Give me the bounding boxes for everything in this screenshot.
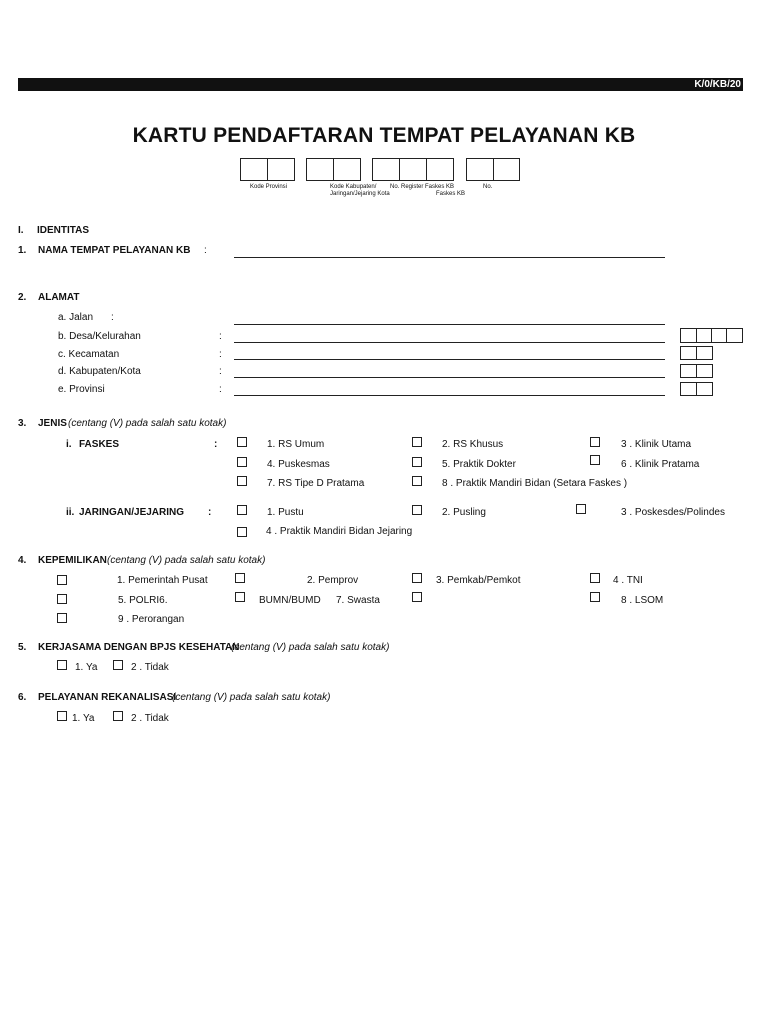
hint-rekanalisasi: (centang (V) pada salah satu kotak) bbox=[172, 692, 331, 703]
nama-input-line[interactable] bbox=[234, 257, 665, 258]
option-rekanalisasi-tidak: 2 . Tidak bbox=[131, 713, 169, 724]
desa-input-line[interactable] bbox=[234, 342, 665, 343]
option-swasta: 7. Swasta bbox=[336, 595, 380, 606]
option-pusling: 2. Pusling bbox=[442, 507, 486, 518]
colon: : bbox=[204, 245, 207, 256]
option-praktik-dokter: 5. Praktik Dokter bbox=[442, 459, 516, 470]
kecamatan-input-line[interactable] bbox=[234, 359, 665, 360]
label-bpjs: KERJASAMA DENGAN BPJS KESEHATAN bbox=[38, 642, 240, 653]
checkbox-rekanalisasi-ya[interactable] bbox=[57, 711, 67, 721]
colon: : bbox=[219, 384, 222, 395]
option-puskesmas: 4. Puskesmas bbox=[267, 459, 330, 470]
checkbox-pmb-jejaring[interactable] bbox=[237, 527, 247, 537]
checkbox-bumn[interactable] bbox=[235, 592, 245, 602]
option-pmb-jejaring: 4 . Praktik Mandiri Bidan Jejaring bbox=[266, 526, 413, 537]
option-klinik-utama: 3 . Klinik Utama bbox=[621, 439, 692, 450]
hint-kepemilikan: (centang (V) pada salah satu kotak) bbox=[107, 555, 266, 566]
checkbox-rs-khusus[interactable] bbox=[412, 437, 422, 447]
colon: : bbox=[219, 331, 222, 342]
checkbox-poskesdes[interactable] bbox=[576, 504, 586, 514]
checkbox-tni[interactable] bbox=[590, 573, 600, 583]
colon: : bbox=[111, 312, 114, 323]
sub-number: ii. bbox=[66, 507, 75, 518]
option-rs-umum: 1. RS Umum bbox=[267, 439, 325, 450]
item-number: 1. bbox=[18, 245, 27, 256]
option-bpjs-ya: 1. Ya bbox=[75, 662, 98, 673]
option-rekanalisasi-ya: 1. Ya bbox=[72, 713, 95, 724]
checkbox-pemprov[interactable] bbox=[235, 573, 245, 583]
label-jaringan-kota: Jaringan/Jejaring Kota bbox=[330, 191, 390, 197]
checkbox-klinik-utama[interactable] bbox=[590, 437, 600, 447]
kabupaten-input-line[interactable] bbox=[234, 377, 665, 378]
label-no-register: No. Register Faskes KB bbox=[390, 184, 455, 190]
label-nama-tempat: NAMA TEMPAT PELAYANAN KB bbox=[38, 245, 191, 256]
hint-bpjs: (centang (V) pada salah satu kotak) bbox=[231, 642, 390, 653]
option-bpjs-tidak: 2 . Tidak bbox=[131, 662, 169, 673]
label-jenis: JENIS bbox=[38, 418, 67, 429]
checkbox-puskesmas[interactable] bbox=[237, 457, 247, 467]
jalan-input-line[interactable] bbox=[234, 324, 665, 325]
item-number: 2. bbox=[18, 292, 27, 303]
option-pemkab: 3. Pemkab/Pemkot bbox=[436, 575, 521, 586]
provinsi-code-boxes[interactable] bbox=[680, 382, 713, 396]
checkbox-pustu[interactable] bbox=[237, 505, 247, 515]
hint-jenis: (centang (V) pada salah satu kotak) bbox=[68, 418, 227, 429]
option-rs-khusus: 2. RS Khusus bbox=[442, 439, 504, 450]
label-rekanalisasi: PELAYANAN REKANALISASI bbox=[38, 692, 177, 703]
checkbox-perorangan[interactable] bbox=[57, 613, 67, 623]
desa-code-boxes[interactable] bbox=[680, 328, 743, 343]
section-number: I. bbox=[18, 225, 24, 236]
item-number: 5. bbox=[18, 642, 27, 653]
option-pustu: 1. Pustu bbox=[267, 507, 304, 518]
option-pemprov: 2. Pemprov bbox=[307, 575, 359, 586]
label-jalan: a. Jalan bbox=[58, 312, 94, 323]
label-kecamatan: c. Kecamatan bbox=[58, 349, 120, 360]
checkbox-klinik-pratama[interactable] bbox=[590, 455, 600, 465]
colon: : bbox=[219, 349, 222, 360]
no-boxes[interactable] bbox=[466, 158, 520, 181]
label-desa: b. Desa/Kelurahan bbox=[58, 331, 141, 342]
checkbox-rekanalisasi-tidak[interactable] bbox=[113, 711, 123, 721]
colon: : bbox=[214, 439, 218, 450]
checkbox-swasta[interactable] bbox=[412, 592, 422, 602]
checkbox-bpjs-ya[interactable] bbox=[57, 660, 67, 670]
kode-kabupaten-boxes[interactable] bbox=[306, 158, 361, 181]
header-bar bbox=[18, 78, 743, 91]
sub-number: i. bbox=[66, 439, 72, 450]
register-boxes[interactable] bbox=[372, 158, 454, 181]
option-praktik-mandiri-bidan: 8 . Praktik Mandiri Bidan (Setara Faskes ) bbox=[442, 478, 628, 489]
option-klinik-pratama: 6 . Klinik Pratama bbox=[621, 459, 700, 470]
kode-provinsi-boxes[interactable] bbox=[240, 158, 295, 181]
checkbox-pemerintah-pusat[interactable] bbox=[57, 575, 67, 585]
checkbox-rs-tipe-d[interactable] bbox=[237, 476, 247, 486]
label-alamat: ALAMAT bbox=[38, 292, 80, 303]
checkbox-lsom[interactable] bbox=[590, 592, 600, 602]
option-rs-tipe-d: 7. RS Tipe D Pratama bbox=[267, 478, 365, 489]
checkbox-polri[interactable] bbox=[57, 594, 67, 604]
label-faskes: FASKES bbox=[79, 439, 120, 450]
checkbox-pusling[interactable] bbox=[412, 505, 422, 515]
page-title: KARTU PENDAFTARAN TEMPAT PELAYANAN KB bbox=[132, 124, 636, 147]
option-lsom: 8 . LSOM bbox=[621, 595, 664, 606]
kecamatan-code-boxes[interactable] bbox=[680, 346, 713, 360]
colon: : bbox=[208, 507, 212, 518]
label-jaringan: JARINGAN/JEJARING bbox=[79, 507, 185, 518]
item-number: 3. bbox=[18, 418, 27, 429]
kabupaten-code-boxes[interactable] bbox=[680, 364, 713, 378]
label-kode-provinsi: Kode Provinsi bbox=[250, 184, 288, 190]
checkbox-praktik-mandiri-bidan[interactable] bbox=[412, 476, 422, 486]
label-kepemilikan: KEPEMILIKAN bbox=[38, 555, 107, 566]
checkbox-rs-umum[interactable] bbox=[237, 437, 247, 447]
item-number: 6. bbox=[18, 692, 27, 703]
label-no: No. bbox=[483, 184, 493, 190]
option-bumn: BUMN/BUMD bbox=[259, 595, 321, 606]
provinsi-input-line[interactable] bbox=[234, 395, 665, 396]
checkbox-pemkab[interactable] bbox=[412, 573, 422, 583]
form-code: K/0/KB/20 bbox=[694, 79, 741, 90]
option-polri: 5. POLRI6. bbox=[118, 595, 168, 606]
label-faskes-kb: Faskes KB bbox=[436, 191, 466, 197]
option-tni: 4 . TNI bbox=[613, 575, 643, 586]
label-kode-kabupaten: Kode Kabupaten/ bbox=[330, 184, 377, 190]
checkbox-bpjs-tidak[interactable] bbox=[113, 660, 123, 670]
label-provinsi: e. Provinsi bbox=[58, 384, 105, 395]
option-perorangan: 9 . Perorangan bbox=[118, 614, 185, 625]
option-poskesdes: 3 . Poskesdes/Polindes bbox=[621, 507, 725, 518]
colon: : bbox=[219, 366, 222, 377]
item-number: 4. bbox=[18, 555, 27, 566]
option-pemerintah-pusat: 1. Pemerintah Pusat bbox=[117, 575, 208, 586]
checkbox-praktik-dokter[interactable] bbox=[412, 457, 422, 467]
section-identitas: IDENTITAS bbox=[37, 225, 90, 236]
label-kabupaten: d. Kabupaten/Kota bbox=[58, 366, 141, 377]
